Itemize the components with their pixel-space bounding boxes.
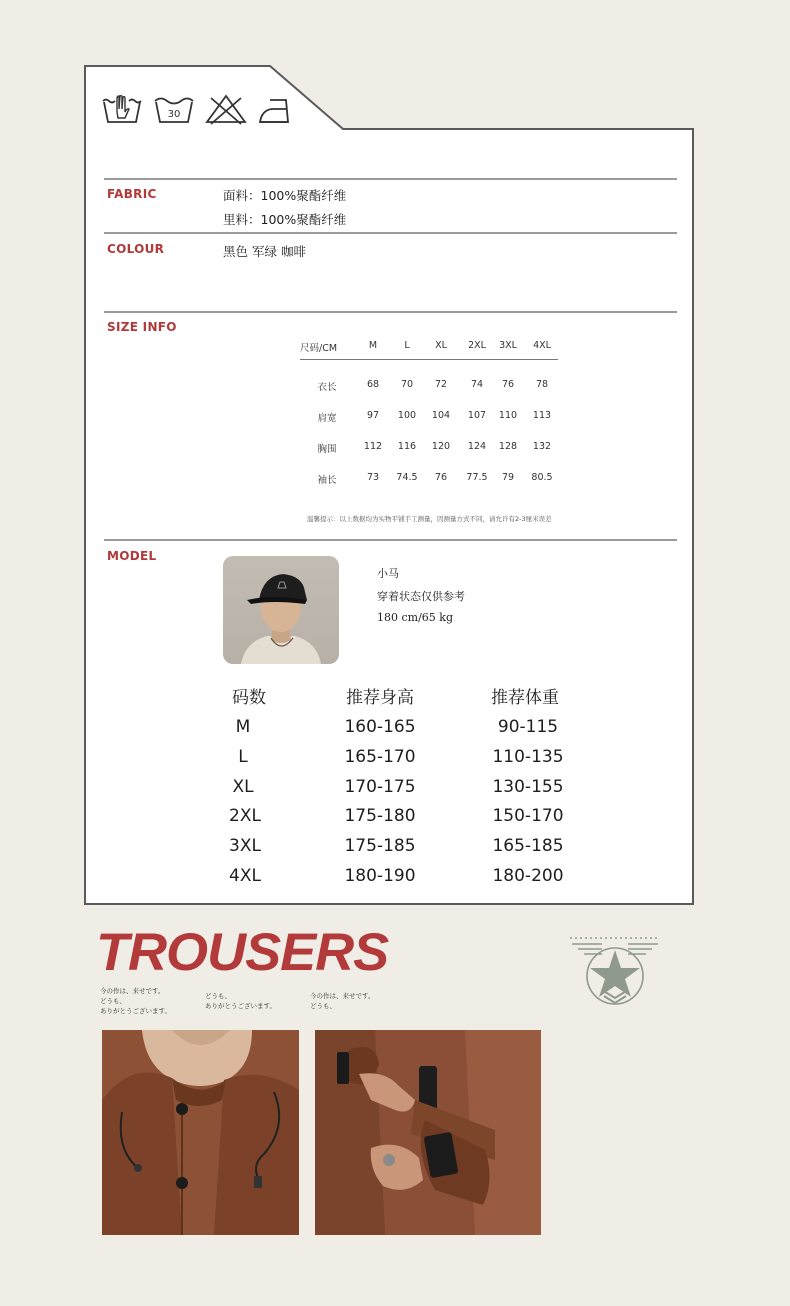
fabric-outer: 面料：100%聚酯纤维: [223, 188, 347, 203]
wash-temp-label: 30: [167, 109, 181, 120]
table-cell: 90-115: [497, 717, 559, 737]
size-table-header-cell: M: [368, 340, 378, 351]
table-cell: 衣长: [317, 382, 337, 393]
recommend-header-cell: 推荐体重: [491, 688, 559, 708]
iron-icon: [256, 92, 296, 126]
table-cell: 175-180: [344, 806, 416, 826]
table-cell: 116: [397, 441, 417, 452]
table-cell: 74: [470, 379, 484, 390]
table-cell: 76: [434, 472, 448, 483]
table-row: [300, 472, 562, 486]
cuff-detail-photo: [315, 1030, 541, 1235]
table-cell: 130-155: [492, 777, 564, 797]
table-cell: 110: [498, 410, 518, 421]
divider: [104, 311, 677, 313]
table-cell: 150-170: [492, 806, 564, 826]
table-cell: 3XL: [229, 836, 261, 856]
jp-caption: 今の作は、来せです。 どうも、 ありがとうございます。: [100, 987, 171, 1015]
size-table-header-cell: 3XL: [499, 340, 517, 351]
size-table-header-line: [300, 359, 558, 360]
table-cell: 73: [366, 472, 380, 483]
table-cell: 160-165: [344, 717, 416, 737]
table-row: [300, 410, 562, 424]
table-cell: 80.5: [531, 472, 553, 483]
table-cell: M: [235, 717, 251, 737]
table-cell: 2XL: [229, 806, 261, 826]
do-not-bleach-icon: [204, 92, 248, 126]
table-cell: 100: [397, 410, 417, 421]
divider: [104, 539, 677, 541]
model-name: 小马: [377, 567, 399, 580]
table-cell: 72: [434, 379, 448, 390]
trousers-heading: TROUSERS: [96, 923, 389, 982]
model-stats: 180 cm/65 kg: [377, 611, 453, 624]
hand-wash-icon: [100, 92, 144, 126]
table-cell: 78: [535, 379, 549, 390]
model-title: MODEL: [107, 549, 157, 563]
jp-caption: 今の作は、来せです。 どうも、: [310, 992, 375, 1010]
hood-detail-photo: [102, 1030, 299, 1235]
star-wings-emblem-icon: [566, 932, 664, 1010]
table-cell: 112: [363, 441, 383, 452]
colour-value: 黑色 军绿 咖啡: [223, 244, 306, 259]
table-cell: 165-185: [492, 836, 564, 856]
recommend-header-cell: 推荐身高: [346, 688, 414, 708]
table-row: [300, 379, 562, 393]
table-row: [300, 441, 562, 455]
divider: [104, 178, 677, 180]
table-cell: 180-200: [492, 866, 564, 886]
table-cell: 170-175: [344, 777, 416, 797]
table-cell: 165-170: [344, 747, 416, 767]
jp-caption: どうも、 ありがとうございます。: [205, 992, 276, 1010]
table-cell: 76: [501, 379, 515, 390]
size-info-title: SIZE INFO: [107, 320, 177, 334]
table-cell: 70: [400, 379, 414, 390]
table-cell: 74.5: [396, 472, 418, 483]
divider: [104, 232, 677, 234]
size-table-header: [300, 340, 562, 354]
table-cell: 110-135: [492, 747, 564, 767]
care-icons: [100, 92, 296, 126]
table-cell: 4XL: [229, 866, 261, 886]
table-cell: 124: [467, 441, 487, 452]
fabric-lining: 里料：100%聚酯纤维: [223, 212, 347, 227]
measurement-note: 温馨提示：以上数据均为实物平铺手工测量，因测量方式不同，请允许有2-3厘米误差: [307, 515, 552, 523]
table-cell: 128: [498, 441, 518, 452]
size-table-header-cell: 2XL: [468, 340, 486, 351]
table-cell: 104: [431, 410, 451, 421]
colour-title: COLOUR: [107, 242, 165, 256]
size-table-header-cell: 尺码/CM: [300, 343, 338, 354]
wash-30-icon: [152, 92, 196, 126]
table-cell: 77.5: [466, 472, 488, 483]
model-desc: 穿着状态仅供参考: [377, 590, 465, 603]
table-cell: L: [238, 747, 248, 767]
size-table-header-cell: 4XL: [533, 340, 551, 351]
table-cell: 胸围: [317, 444, 337, 455]
table-cell: 79: [501, 472, 515, 483]
size-table-header-cell: XL: [435, 340, 447, 351]
table-cell: 肩宽: [317, 413, 337, 424]
table-cell: 113: [532, 410, 552, 421]
table-cell: 107: [467, 410, 487, 421]
recommend-header-cell: 码数: [232, 688, 266, 708]
table-cell: 132: [532, 441, 552, 452]
table-cell: 120: [431, 441, 451, 452]
model-avatar: [223, 556, 339, 664]
size-table-header-cell: L: [404, 340, 410, 351]
table-cell: 175-185: [344, 836, 416, 856]
table-cell: 97: [366, 410, 380, 421]
table-cell: 180-190: [344, 866, 416, 886]
table-cell: XL: [232, 777, 254, 797]
fabric-title: FABRIC: [107, 187, 157, 201]
table-cell: 68: [366, 379, 380, 390]
table-cell: 袖长: [317, 475, 337, 486]
